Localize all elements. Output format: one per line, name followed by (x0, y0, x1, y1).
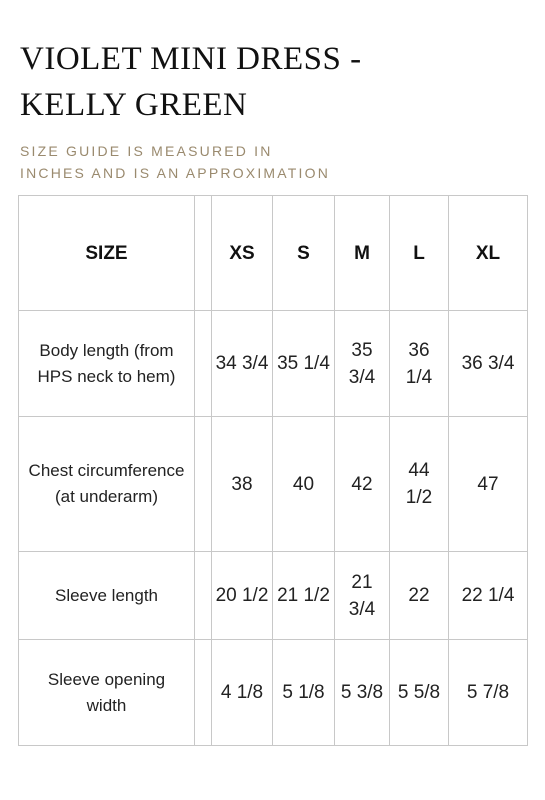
cell-sleeve-length-l: 22 (390, 552, 449, 640)
cell-sleeve-length-m: 21 3/4 (335, 552, 390, 640)
cell-sleeve-opening-xs: 4 1/8 (212, 640, 273, 746)
table-row (19, 311, 528, 417)
cell-sleeve-length-xl: 22 1/4 (449, 552, 528, 640)
column-header-size: SIZE (19, 196, 195, 311)
header-row (19, 196, 528, 311)
cell-chest-l: 44 1/2 (390, 417, 449, 552)
title-line-1: VIOLET MINI DRESS - (20, 41, 362, 77)
subtitle-line-1: SIZE GUIDE IS MEASURED IN (20, 143, 273, 159)
cell-body-length-xl: 36 3/4 (449, 311, 528, 417)
column-header-l: L (390, 196, 449, 311)
cell-body-length-m: 35 3/4 (335, 311, 390, 417)
size-guide-table (18, 195, 528, 746)
table-row (19, 552, 528, 640)
row-label-chest: Chest circumference (at underarm) (19, 417, 195, 552)
cell-sleeve-opening-m: 5 3/8 (335, 640, 390, 746)
cell-sleeve-length-xs: 20 1/2 (212, 552, 273, 640)
column-header-s: S (273, 196, 335, 311)
cell-sleeve-length-s: 21 1/2 (273, 552, 335, 640)
cell-sleeve-opening-s: 5 1/8 (273, 640, 335, 746)
page-title (20, 36, 520, 128)
cell-body-length-l: 36 1/4 (390, 311, 449, 417)
column-header-xs: XS (212, 196, 273, 311)
table-row (19, 417, 528, 552)
column-divider (195, 552, 212, 640)
column-header-xl: XL (449, 196, 528, 311)
column-divider (195, 417, 212, 552)
table-row (19, 640, 528, 746)
row-label-sleeve-length: Sleeve length (19, 552, 195, 640)
column-header-m: M (335, 196, 390, 311)
column-divider (195, 640, 212, 746)
cell-sleeve-opening-l: 5 5/8 (390, 640, 449, 746)
row-label-sleeve-opening: Sleeve opening width (19, 640, 195, 746)
row-label-body-length: Body length (from HPS neck to hem) (19, 311, 195, 417)
cell-body-length-s: 35 1/4 (273, 311, 335, 417)
cell-chest-xs: 38 (212, 417, 273, 552)
cell-chest-xl: 47 (449, 417, 528, 552)
cell-body-length-xs: 34 3/4 (212, 311, 273, 417)
cell-sleeve-opening-xl: 5 7/8 (449, 640, 528, 746)
subtitle-line-2: INCHES AND IS AN APPROXIMATION (20, 165, 331, 181)
column-divider (195, 196, 212, 311)
page-subtitle (20, 140, 520, 184)
column-divider (195, 311, 212, 417)
cell-chest-m: 42 (335, 417, 390, 552)
cell-chest-s: 40 (273, 417, 335, 552)
title-line-2: KELLY GREEN (20, 87, 248, 123)
